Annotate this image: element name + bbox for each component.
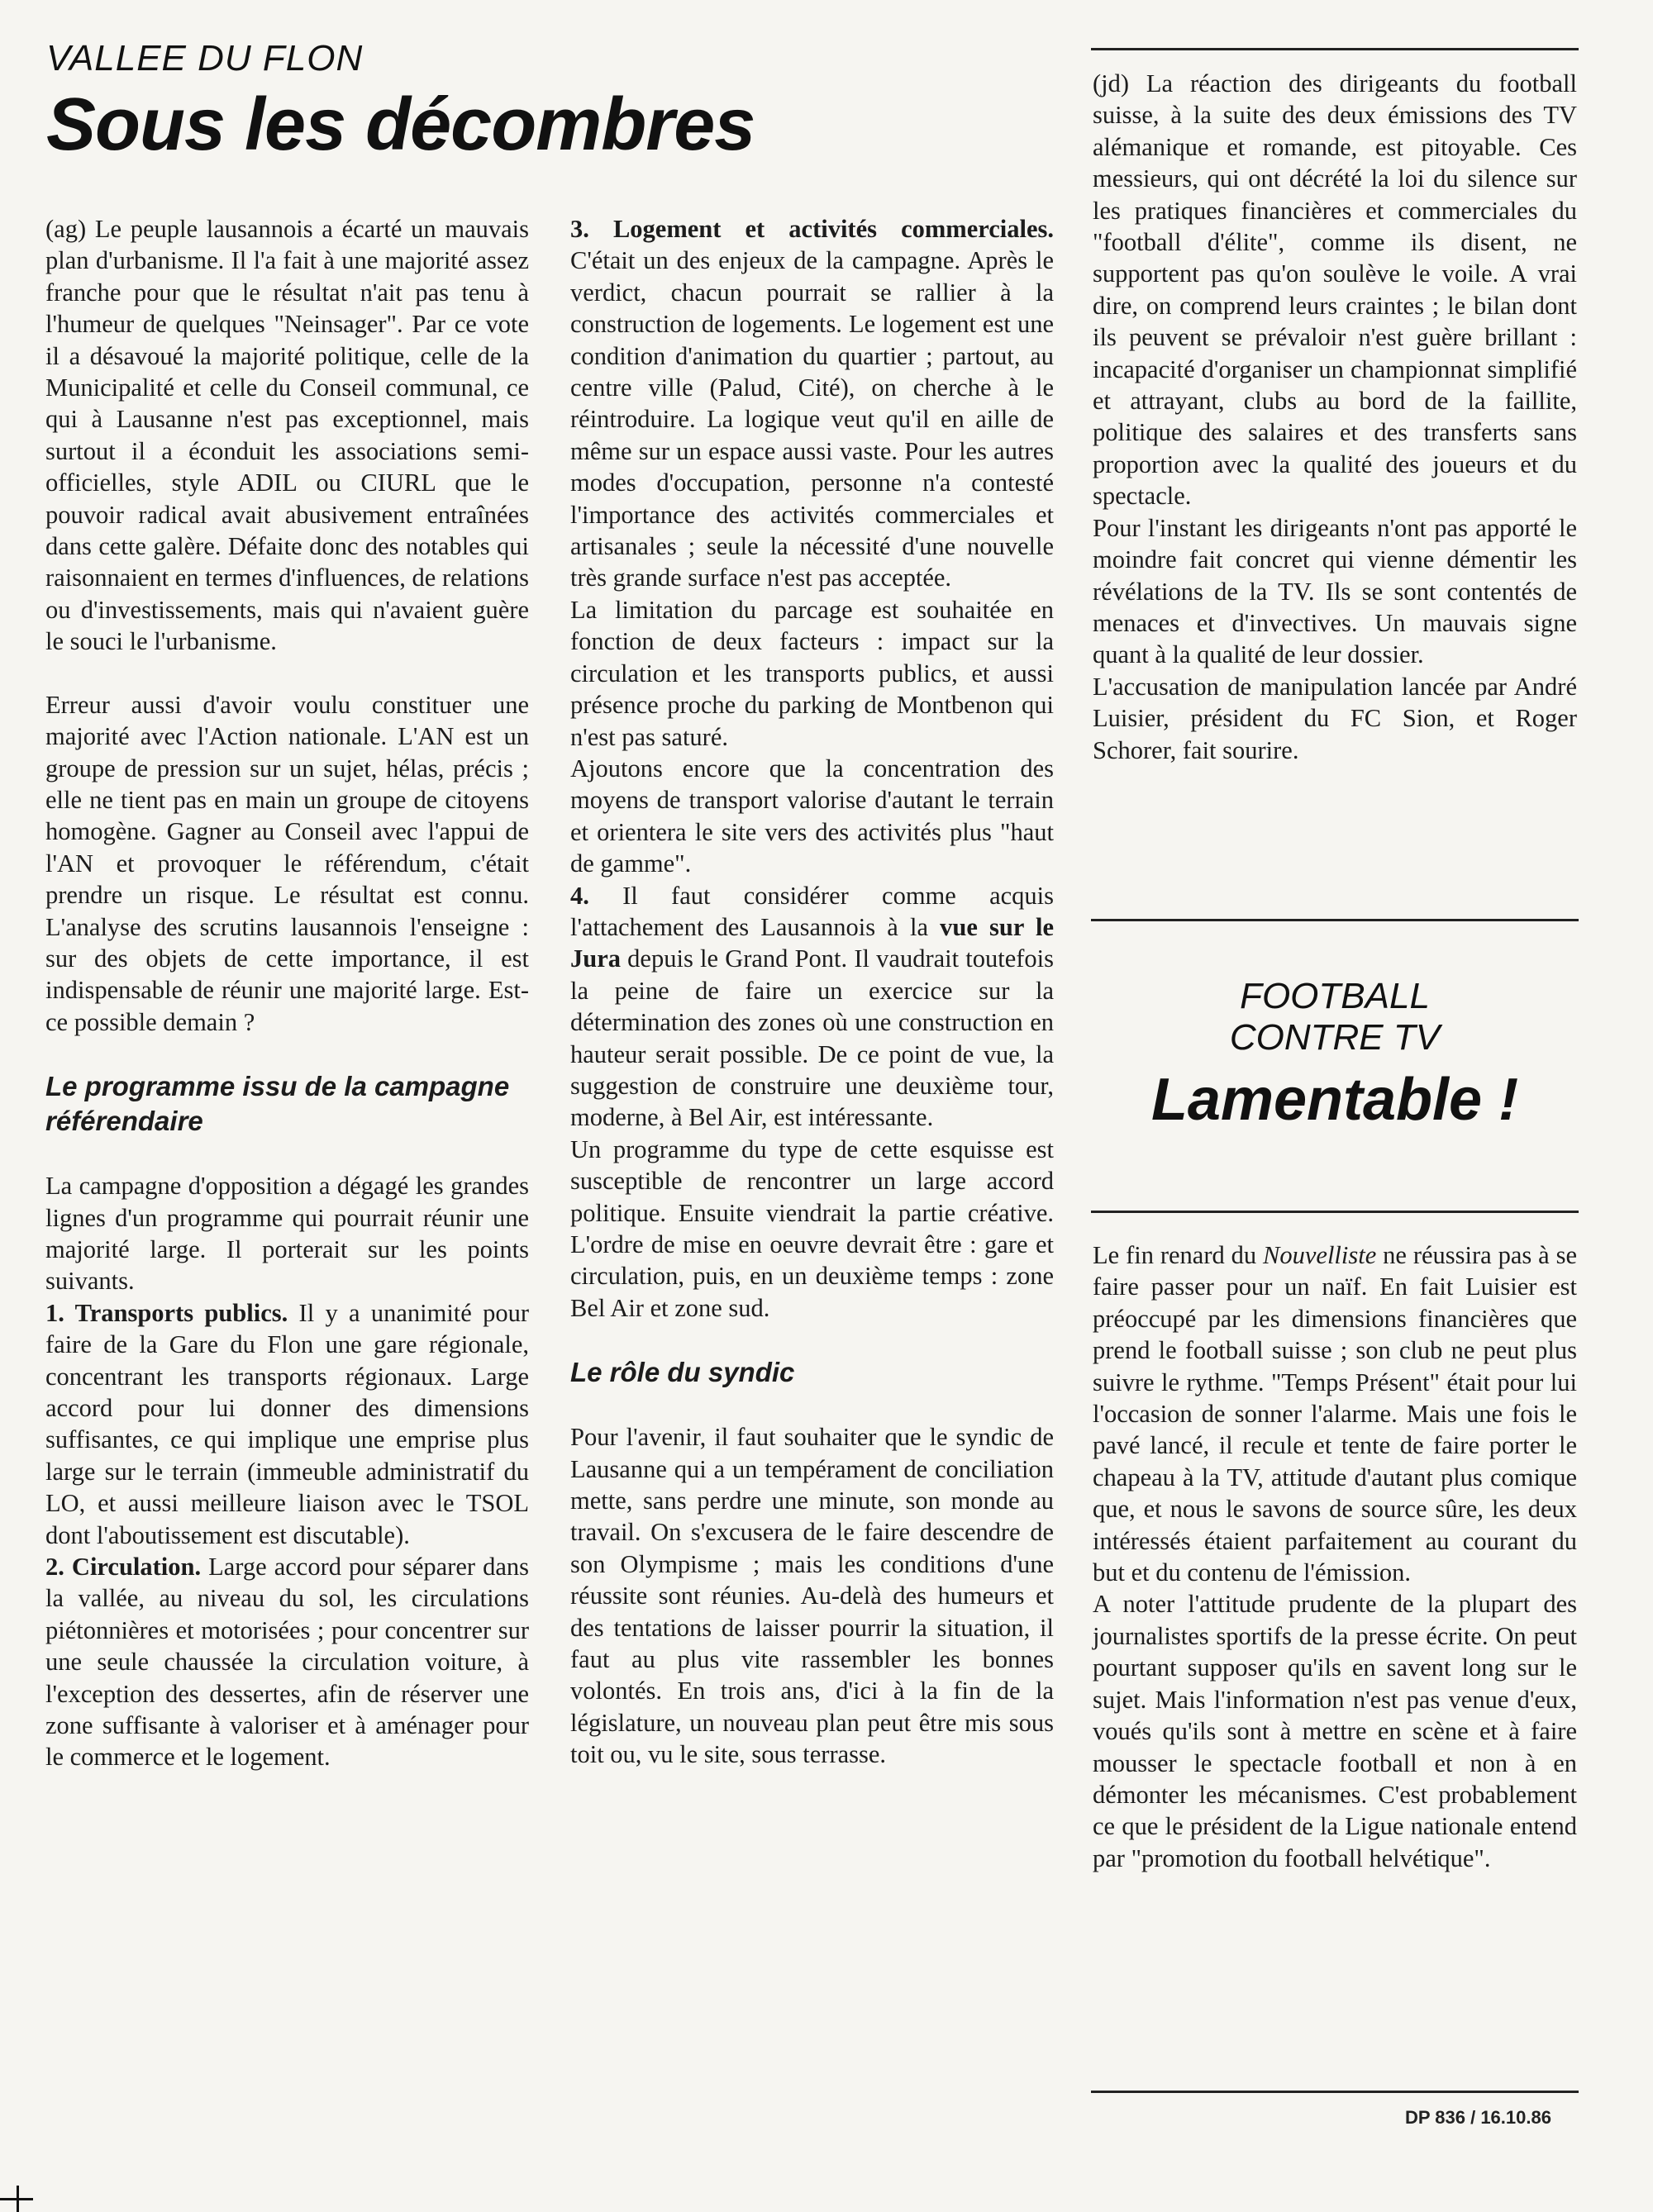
bottom-rule	[1091, 2091, 1579, 2093]
bold-phrase: vue sur le Jura	[570, 912, 1054, 973]
item-text: Il faut considérer comme acquis l'attachement des Lausannois à la	[570, 881, 1054, 941]
item-label: 3. Logement et activités commerciales.	[570, 215, 1054, 243]
item-label: 2. Circulation.	[45, 1553, 202, 1582]
article-column-2	[570, 213, 1054, 1771]
issue-footer: DP 836 / 16.10.86	[1405, 2107, 1551, 2128]
item-label: 4.	[570, 881, 589, 910]
italic-publication: Nouvelliste	[1263, 1241, 1377, 1269]
paragraph-action-nationale: Erreur aussi d'avoir voulu constituer une majorité avec l'Action nationale. L'AN est un groupe de pression sur un sujet, hélas, précis ; elle ne tient pas en main un groupe de citoyens homogène. Gagner au Conseil avec l'appui de l'AN et provoquer le référendum, c'était prendre un risque. Le résultat est connu. L'analyse des scrutins lausannois l'enseigne : sur des objets de cette importance, il est indispensable de réunir une majorité large. Est-ce possible demain ?	[45, 690, 529, 1036]
paragraph-circulation	[45, 1551, 529, 1773]
article-column-1	[45, 213, 529, 1773]
item-text: Il y a unanimité pour faire de la Gare du Flon une gare régionale, concentrant les transports régionaux. Large accord pour lui donner des dimensions suffisantes, ce qui implique une emprise plus large sur le terrain (immeuble administratif du LO, et aussi meilleure liaison avec le TSOL dont l'aboutissement est discutable).	[45, 1298, 529, 1549]
text-run: Le fin renard du	[1093, 1241, 1264, 1269]
crop-mark	[17, 2186, 19, 2212]
paragraph-football-accusation: L'accusation de manipulation lancée par André Luisier, président du FC Sion, et Roger Schorer, fait sourire.	[1093, 672, 1577, 764]
paragraph-parcage: La limitation du parcage est souhaitée en fonction de deux facteurs : impact sur la circulation et les transports publics, et aussi présence proche du parking de Montbenon qui n'est pas saturé.	[570, 595, 1054, 751]
top-rule	[1091, 48, 1579, 50]
football-intro	[1093, 68, 1577, 766]
paragraph-transports	[45, 1297, 529, 1551]
text-run: ne réussira pas à se faire passer pour un naïf. En fait Luisier est préoccupé par les dimensions financières que prend le football suisse ; son club ne peut plus suivre le rythme. "Temps Présent" était pour lui l'occasion de sonner l'alarme. Mais une fois le pavé lancé, il recule et tente de faire porter le chapeau à la TV, attitude d'autant plus comique que, et nous le savons de source sûre, les deux intéressés étaient parfaitement au courant du but et du contenu de l'émission.	[1093, 1241, 1577, 1587]
item-text: depuis le Grand Pont. Il vaudrait toutefois la peine de faire un exercice sur la détermination des zones où une construction en hauteur serait possible. De ce point de vue, la suggestion de construire une deuxième tour, moderne, à Bel Air, est intéressante.	[570, 944, 1054, 1132]
item-text: Large accord pour séparer dans la vallée, au niveau du sol, les circulations piétonnières et motorisées ; pour concentrer sur une seule chaussée la circulation voiture, à l'exception des dessertes, afin de réserver une zone suffisante à valoriser et à aménager pour le commerce et le logement.	[45, 1553, 529, 1772]
paragraph-logement	[570, 213, 1054, 594]
article-kicker: VALLEE DU FLON	[46, 38, 364, 78]
paragraph-syndic: Pour l'avenir, il faut souhaiter que le syndic de Lausanne qui a un tempérament de conciliation mette, sans perdre une minute, son monde au travail. On s'excusera de le faire descendre de son Olympisme ; mais les conditions d'une réussite sont réunies. Au-delà des humeurs et des tentations de laisser pourrir la situation, il faut au plus vite rassembler les bonnes volontés. En trois ans, d'ici à la fin de la législature, un nouveau plan peut être mis sous toit ou, vu le site, sous terrasse.	[570, 1423, 1054, 1769]
box-top-rule	[1091, 919, 1579, 921]
paragraph-ajoutons: Ajoutons encore que la concentration des moyens de transport valorise d'autant le terrain et orientera le site vers des activités plus "haut de gamme".	[570, 754, 1054, 878]
subheading-programme: Le programme issu de la campagne référendaire	[45, 1071, 510, 1137]
paragraph-journalistes: A noter l'attitude prudente de la plupart des journalistes sportifs de la presse écrite. On peut pourtant supposer qu'ils en savent long sur le sujet. Mais l'information n'est pas venue d'eux, voués qu'ils sont à mettre en scène et à faire mousser le spectacle football et non à en démonter les mécanismes. C'est probablement ce que le président de la Ligue nationale entend par "promotion du football helvétique".	[1093, 1590, 1577, 1872]
football-body	[1093, 1239, 1577, 1874]
paragraph-campagne: La campagne d'opposition a dégagé les grandes lignes d'un programme qui pourrait réunir une majorité large. Il porterait sur les points suivants.	[45, 1172, 529, 1296]
item-label: 1. Transports publics.	[45, 1298, 288, 1327]
football-headline: Lamentable !	[1150, 1067, 1519, 1133]
football-kicker-line-1: FOOTBALL	[1240, 976, 1430, 1016]
subheading-syndic: Le rôle du syndic	[570, 1357, 795, 1388]
paragraph-football-dirigeants: Pour l'instant les dirigeants n'ont pas apporté le moindre fait concret qui vienne démentir les révélations de la TV. Ils se sont contentés de menaces et d'invectives. Un mauvais signe quant à la qualité de leur dossier.	[1093, 513, 1577, 669]
football-kicker-line-2: CONTRE TV	[1229, 1017, 1441, 1058]
item-text: C'était un des enjeux de la campagne. Après le verdict, chacun pourrait se rallier à la construction de logements. Le logement est une condition d'animation du quartier ; partout, au centre ville (Palud, Cité), on cherche à le réintroduire. La logique veut qu'il en aille de même sur un espace aussi vaste. Pour les autres modes d'occupation, personne n'a contesté l'importance des activités commerciales et artisanales ; seule la nécessité d'une nouvelle très grande surface n'est pas acceptée.	[570, 246, 1054, 592]
paragraph-luisier	[1093, 1239, 1577, 1588]
article-headline: Sous les décombres	[46, 83, 755, 166]
paragraph-programme: Un programme du type de cette esquisse est susceptible de rencontrer un large accord politique. Ensuite viendrait la partie créative. L'ordre de mise en oeuvre devrait être : gare et circulation, puis, en un deuxième temps : zone Bel Air et zone sud.	[570, 1135, 1054, 1322]
paragraph-vue-jura	[570, 880, 1054, 1134]
paragraph-football-reaction: (jd) La réaction des dirigeants du football suisse, à la suite des deux émissions des TV alémanique et romande, est pitoyable. Ces messieurs, qui ont décrété la loi du silence sur les pratiques financières et commerciales du "football d'élite", comme ils disent, ne supportent pas qu'on soulève le voile. A vrai dire, on comprend leurs craintes ; le bilan dont ils peuvent se prévaloir n'est guère brillant : incapacité d'organiser un championnat simplifié et attrayant, clubs au bord de la faillite, politique des salaires et des transferts sans proportion avec la qualité des joueurs et du spectacle.	[1093, 69, 1577, 511]
box-bottom-rule	[1091, 1211, 1579, 1213]
paragraph-intro: (ag) Le peuple lausannois a écarté un mauvais plan d'urbanisme. Il l'a fait à une majorité assez franche pour que le résultat n'ait pas tenu à l'humeur de quelques "Neinsager". Par ce vote il a désavoué la majorité politique, celle de la Municipalité et celle du Conseil communal, ce qui à Lausanne n'est pas exceptionnel, mais surtout il a éconduit les associations semi-officielles, style ADIL ou CIURL que le pouvoir radical avait abusivement entraînées dans cette galère. Défaite donc des notables qui raisonnaient en termes d'influences, de relations ou d'investissements, mais qui n'avaient guère le souci le l'urbanisme.	[45, 215, 529, 656]
